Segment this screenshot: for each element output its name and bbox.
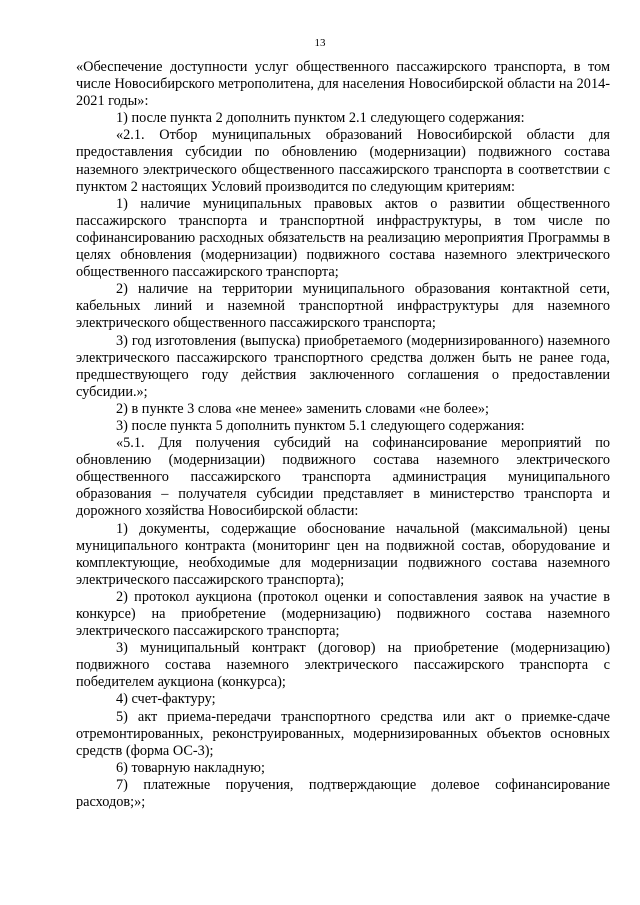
paragraph: «Обеспечение доступности услуг общественного пассажирского транспорта, в том числе Новосибирского метрополитена, для населения Новосибирской области на 2014-2021 годы»:: [76, 59, 610, 110]
paragraph: 2) в пункте 3 слова «не менее» заменить словами «не более»;: [116, 400, 489, 417]
paragraph: 5) акт приема-передачи транспортного средства или акт о приемке-сдаче отремонтированных, реконструированных, модернизированных объектов основных средств (форма ОС-3);: [76, 708, 610, 759]
paragraph: 1) документы, содержащие обоснование начальной (максимальной) цены муниципального контракта (мониторинг цен на подвижной состав, оборудование и комплектующие, необходимые для модернизации подвижного состава наземного электрического пассажирского транспорта);: [76, 520, 610, 588]
paragraph: 2) наличие на территории муниципального образования контактной сети, кабельных линий и наземной транспортной инфраструктуры для наземного электрического общественного пассажирского транспорта;: [76, 281, 610, 332]
paragraph: 7) платежные поручения, подтверждающие долевое софинансирование расходов;»;: [76, 776, 610, 811]
paragraph: 3) после пункта 5 дополнить пунктом 5.1 следующего содержания:: [116, 417, 525, 434]
paragraph: 1) после пункта 2 дополнить пунктом 2.1 следующего содержания:: [116, 110, 525, 127]
document-body: [76, 59, 610, 811]
paragraph: 1) наличие муниципальных правовых актов о развитии общественного пассажирского транспорта и транспортной инфраструктуры, в том числе по софинансированию расходных обязательств на реализацию мероприятия Программы в целях обновления (модернизации) подвижного состава наземного электрического общественного пассажирского транспорта;: [76, 195, 610, 281]
page-number: 13: [314, 37, 326, 49]
paragraph: 4) счет-фактуру;: [116, 691, 216, 708]
paragraph: 3) год изготовления (выпуска) приобретаемого (модернизированного) наземного электрического пассажирского транспортного средства должен быть не ранее года, предшествующего году действия заключенного соглашения о предоставлении субсидии.»;: [76, 332, 610, 400]
paragraph: 6) товарную накладную;: [116, 759, 265, 776]
paragraph: 3) муниципальный контракт (договор) на приобретение (модернизацию) подвижного состава наземного электрического пассажирского транспорта с победителем аукциона (конкурса);: [76, 640, 610, 691]
paragraph: «2.1. Отбор муниципальных образований Новосибирской области для предоставления субсидии по обновлению (модернизации) подвижного состава наземного электрического общественного пассажирского транспорта в соответствии с пунктом 2 настоящих Условий производится по следующим критериям:: [76, 127, 610, 195]
paragraph: 2) протокол аукциона (протокол оценки и сопоставления заявок на участие в конкурсе) на приобретение (модернизацию) подвижного состава наземного электрического пассажирского транспорта;: [76, 588, 610, 640]
paragraph: «5.1. Для получения субсидий на софинансирование мероприятий по обновлению (модернизации) подвижного состава наземного электрического общественного пассажирского транспорта администрация муниципального образования – получателя субсидии представляет в министерство транспорта и дорожного хозяйства Новосибирской области:: [76, 435, 610, 520]
